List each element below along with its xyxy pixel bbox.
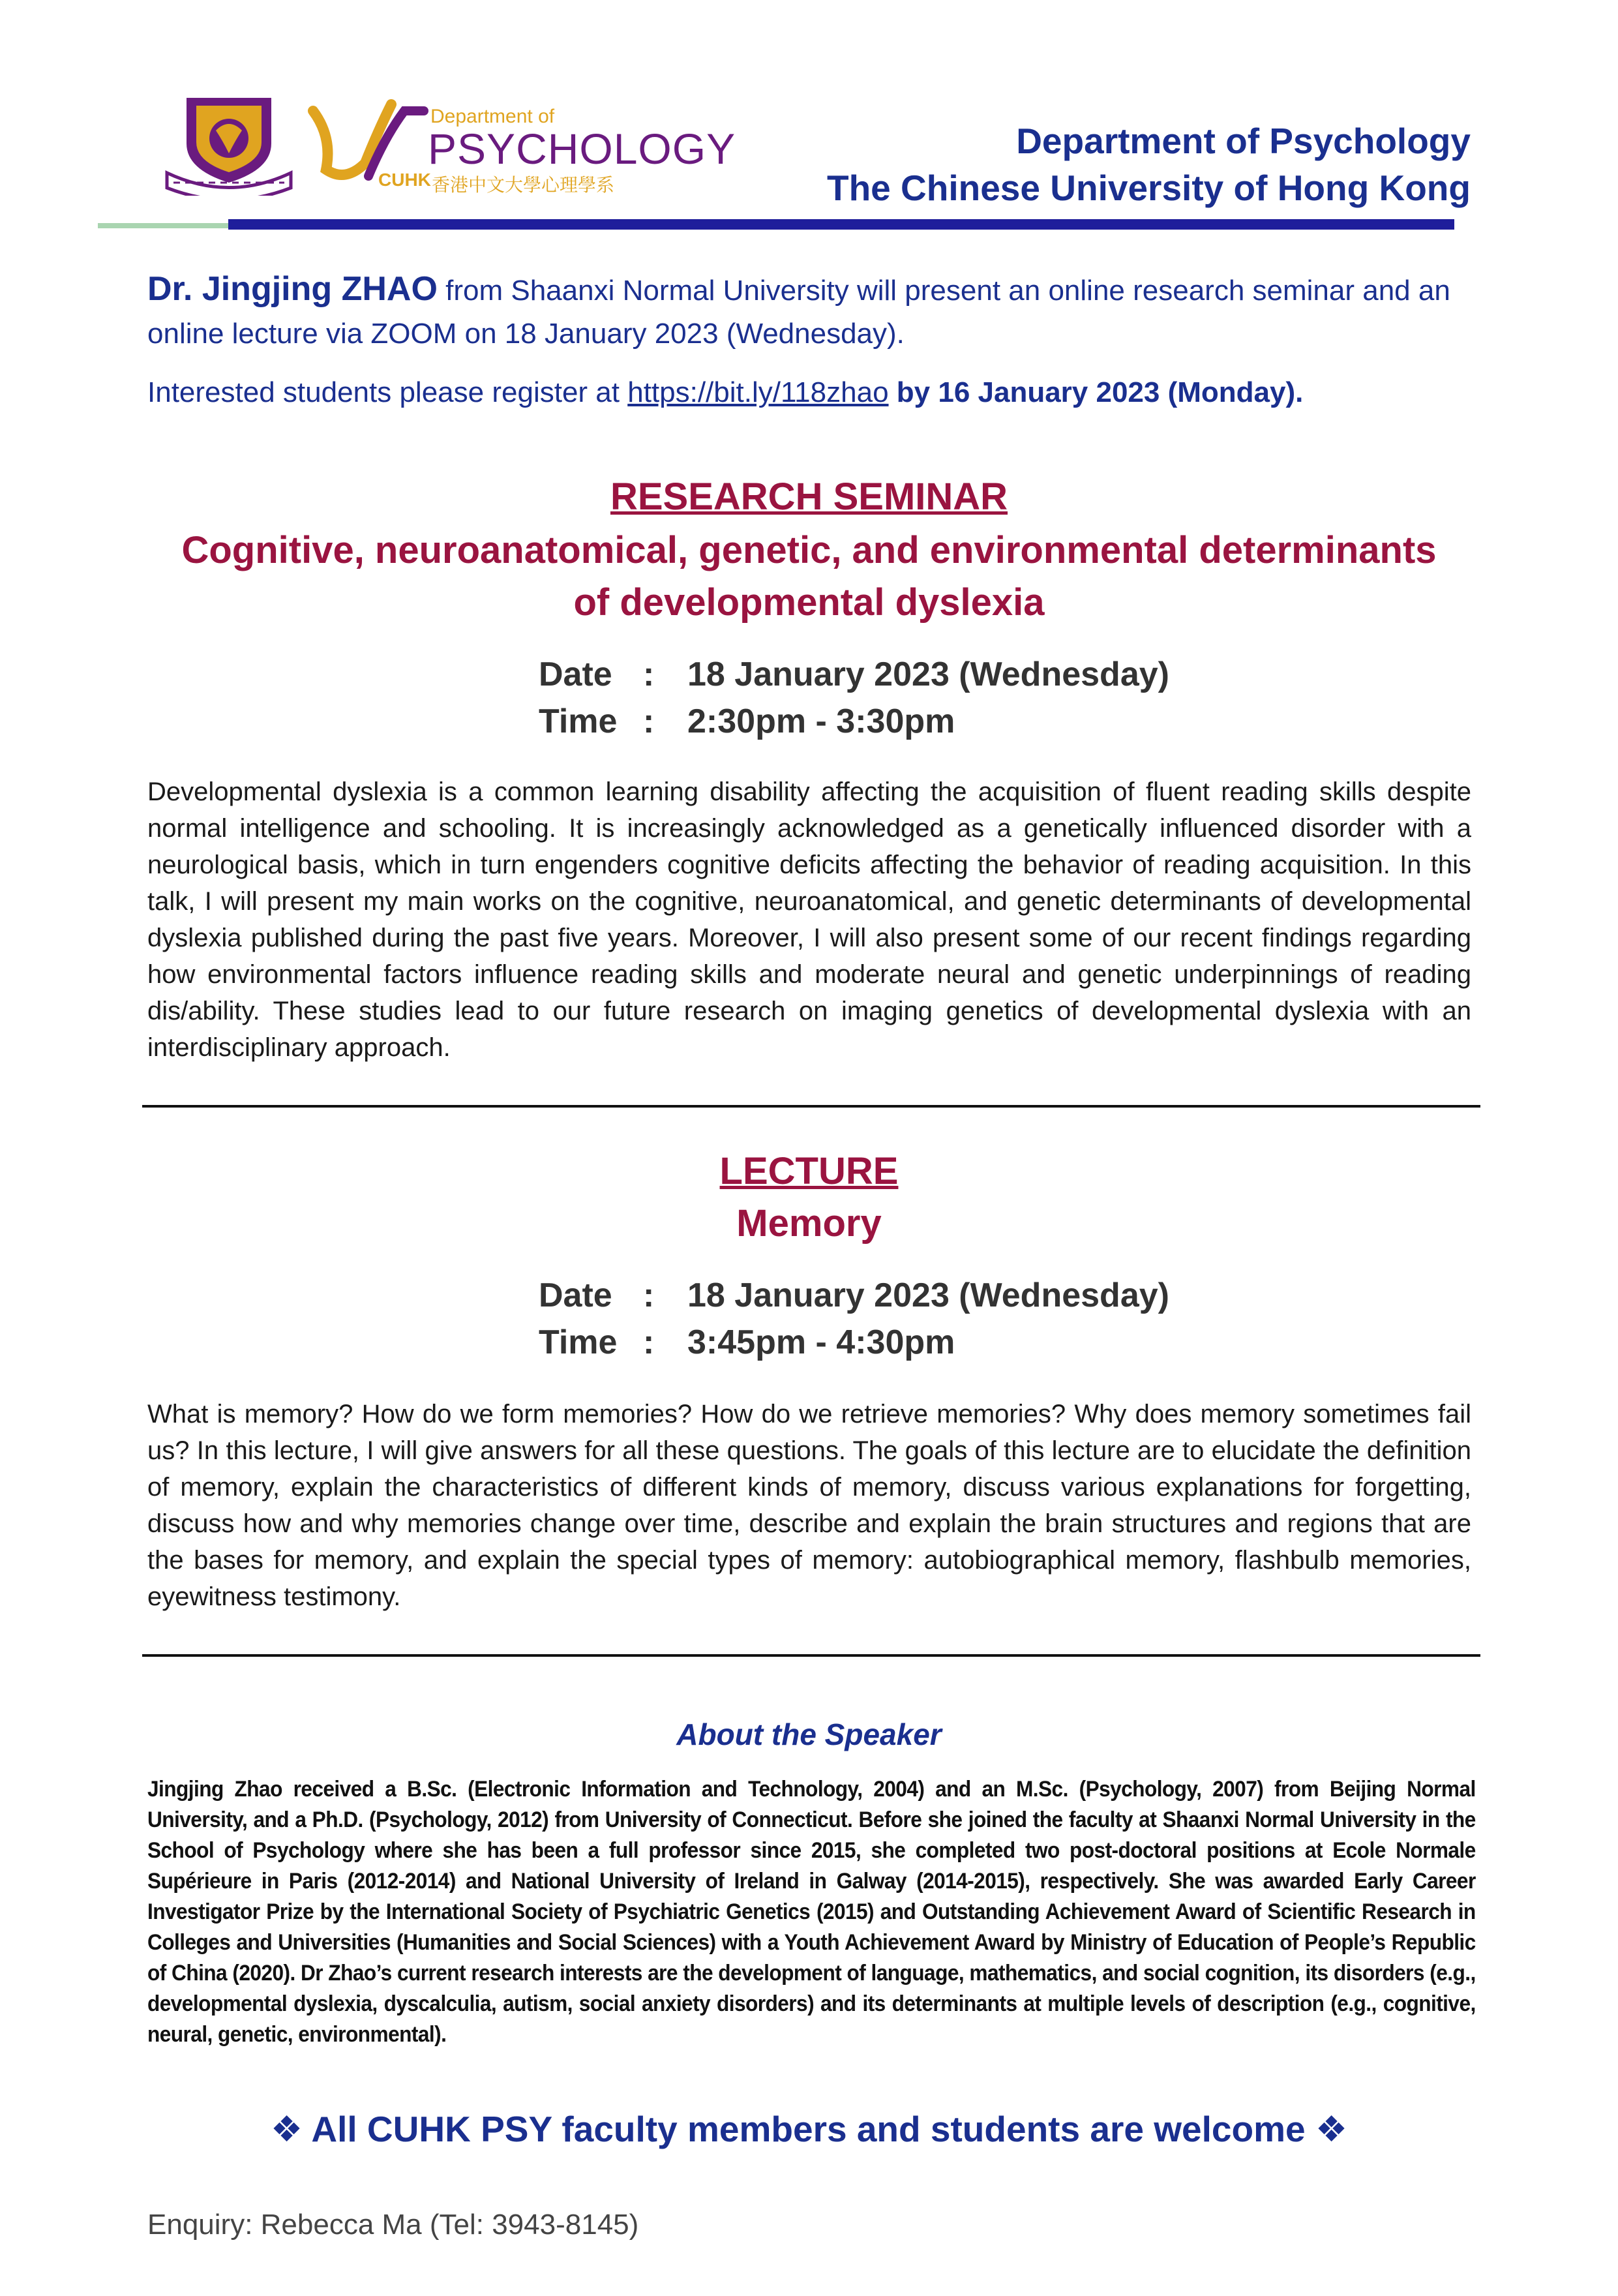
enquiry-contact: Enquiry: Rebecca Ma (Tel: 3943-8145) [147, 2209, 639, 2241]
speaker-bio-wrap [147, 1774, 1576, 2050]
lecture-title: Memory [736, 1202, 882, 1245]
seminar-time-colon: : [643, 702, 655, 740]
lecture-date-row [539, 1272, 1169, 1319]
lecture-date-value: 18 January 2023 (Wednesday) [687, 1276, 1169, 1314]
seminar-time-value: 2:30pm - 3:30pm [687, 702, 955, 740]
logo-cuhk-text: CUHK [378, 170, 431, 190]
seminar-datetime [539, 651, 1169, 745]
speaker-bio: Jingjing Zhao received a B.Sc. (Electronic Information and Technology, 2004) and an M.Sc. (Psychology, 2007) from Beijing Normal University, and a Ph.D. (Psychology, 2012) from University of Connecticut. Before she joined the faculty at Shaanxi Normal University in the School of Psychology where she has been a full professor since 2015, she completed two post-doctoral positions at Ecole Normale Supérieure in Paris (2012-2014) and National University of Ireland in Galway (2014-2015), respectively. She was awarded Early Career Investigator Prize by the International Society of Psychiatric Genetics (2015) and Outstanding Achievement Award of Scientific Research in Colleges and Universities (Humanities and Social Sciences) with a Youth Achievement Award by Ministry of Education of People’s Republic of China (2020). Dr Zhao’s current research interests are the development of language, mathematics, and social cognition, its disorders (e.g., developmental dyslexia, dyscalculia, autism, social anxiety disorders) and its determinants at multiple levels of description (e.g., cognitive, neural, genetic, environmental). [147, 1777, 1476, 2047]
seminar-time-label: Time [539, 702, 618, 740]
header-rule-blue [228, 219, 1454, 230]
lecture-time-row [539, 1319, 1169, 1366]
lecture-abstract: What is memory? How do we form memories? How do we retrieve memories? Why does memory sometimes fail us? In this lecture, I will give answers for all these questions. The goals of this lecture are to elucidate the definition of memory, explain the characteristics of different kinds of memory, discuss various explanations for forgetting, discuss how and why memories change over time, describe and explain the brain structures and regions that are the bases for memory, and explain the special types of memory: autobiographical memory, flashbulb memories, eyewitness testimony. [147, 1400, 1471, 1611]
seminar-title-line1: Cognitive, neuroanatomical, genetic, and environmental determinants [181, 529, 1437, 571]
psychology-department-logo [307, 98, 736, 196]
lecture-time-value: 3:45pm - 4:30pm [687, 1323, 955, 1361]
register-deadline: by 16 January 2023 (Monday). [888, 376, 1304, 408]
seminar-kind: RESEARCH SEMINAR [610, 476, 1008, 518]
logo-psychology-text: PSYCHOLOGY [428, 125, 736, 173]
cuhk-crest-logo [160, 91, 297, 196]
registration-link[interactable]: https://bit.ly/118zhao [627, 376, 889, 408]
seminar-title-line2: of developmental dyslexia [573, 581, 1045, 624]
section-divider-2 [142, 1654, 1480, 1657]
intro-text: from Shaanxi Normal University will present an online research seminar and an online lecture via ZOOM on 18 January 2023 (Wednesday). [147, 275, 1450, 350]
seminar-heading [0, 471, 1618, 629]
speaker-name: Dr. Jingjing ZHAO [147, 270, 438, 308]
seminar-time-row [539, 698, 1169, 745]
register-prefix: Interested students please register at [147, 376, 628, 408]
logo-chinese-text: 香港中文大學心理學系 [432, 174, 615, 196]
lecture-date-colon: : [643, 1276, 655, 1314]
logo-dept-small-text: Department of [430, 106, 555, 127]
lecture-datetime [539, 1272, 1169, 1366]
lecture-date-label: Date [539, 1276, 612, 1314]
seminar-date-colon: : [643, 656, 655, 693]
registration-line [147, 371, 1471, 414]
seminar-date-row [539, 651, 1169, 698]
intro-block [147, 267, 1471, 414]
lecture-time-label: Time [539, 1323, 618, 1361]
seminar-abstract: Developmental dyslexia is a common learning disability affecting the acquisition of fluent reading skills despite normal intelligence and schooling. It is increasingly acknowledged as a genetically influenced disorder with a neurological basis, which in turn engenders cognitive deficits affecting the behavior of reading acquisition. In this talk, I will present my main works on the cognitive, neuroanatomical, and genetic determinants of developmental dyslexia published during the past five years. Moreover, I will also present some of our recent findings regarding how environmental factors influence reading skills and moderate neural and genetic underpinnings of reading dis/ability. These studies lead to our future research on imaging genetics of developmental dyslexia with an interdisciplinary approach. [147, 778, 1471, 1062]
welcome-message: ❖ All CUHK PSY faculty members and students are welcome ❖ [270, 2109, 1348, 2149]
lecture-heading [0, 1145, 1618, 1250]
lecture-kind: LECTURE [719, 1150, 899, 1192]
header-university: The Chinese University of Hong Kong [826, 168, 1471, 208]
section-divider [142, 1105, 1480, 1108]
header-institution [827, 117, 1471, 211]
about-speaker-heading: About the Speaker [676, 1717, 942, 1751]
lecture-time-colon: : [643, 1323, 655, 1361]
seminar-date-value: 18 January 2023 (Wednesday) [687, 656, 1169, 693]
intro-announcement [147, 267, 1471, 355]
seminar-date-label: Date [539, 656, 612, 693]
header-rule-green [98, 223, 228, 228]
header-department: Department of Psychology [1016, 121, 1471, 161]
